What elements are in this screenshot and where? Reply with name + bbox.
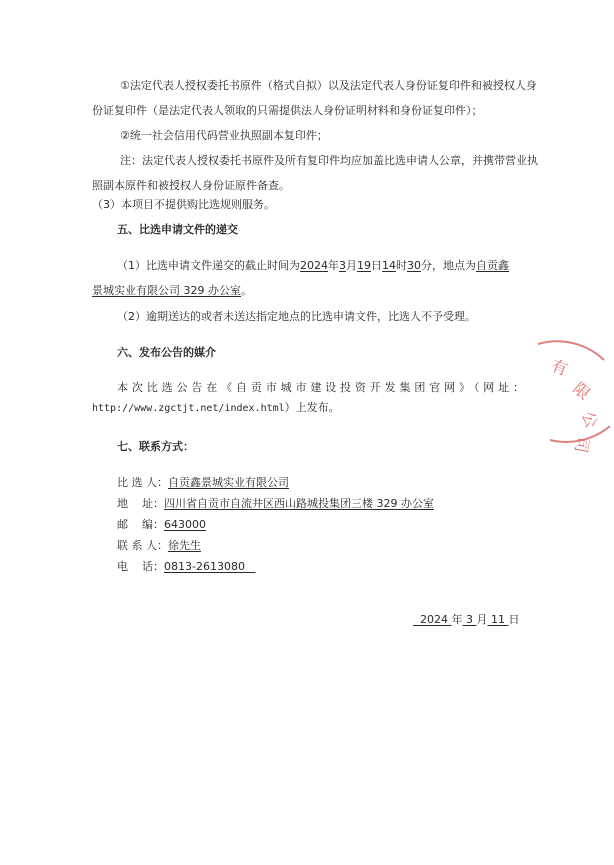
date-nian: 年 xyxy=(451,613,463,626)
company-seal xyxy=(520,330,614,460)
address-label: 地 址： xyxy=(117,497,164,510)
section-6-heading: 六、发布公告的媒介 xyxy=(117,346,216,359)
item-2: ②统一社会信用代码营业执照副本复印件； xyxy=(120,129,328,142)
deadline-day: 19 xyxy=(357,259,371,272)
phone-value: 0813-2613080 xyxy=(164,560,245,573)
address-value: 四川省自贡市自流井区西山路城投集团三楼 329 办公室 xyxy=(164,497,434,510)
contact-phone-row xyxy=(117,560,255,574)
seal-char-1: 有 xyxy=(548,355,571,380)
date-yue: 月 xyxy=(476,613,488,626)
item-1-line1: ①法定代表人授权委托书原件（格式自拟）以及法定代表人身份证复印件和被授权人身 xyxy=(120,79,537,92)
deadline-end: 。 xyxy=(241,284,252,297)
deadline-fen: 分，地点为 xyxy=(421,259,476,272)
deadline-minute: 30 xyxy=(407,259,421,272)
section-5-item-1 xyxy=(117,259,509,273)
deadline-month: 3 xyxy=(339,259,346,272)
company-value: 自贡鑫景城实业有限公司 xyxy=(168,476,289,489)
phone-label: 电 话： xyxy=(117,560,164,573)
website-url: http://www.zgctjt.net/index.html xyxy=(92,403,285,414)
date-ri: 日 xyxy=(508,613,520,626)
date-day: 11 xyxy=(491,613,505,626)
postcode-label: 邮 编： xyxy=(117,518,164,531)
deadline-place: 自贡鑫 xyxy=(476,259,509,272)
contact-company-row xyxy=(117,476,289,490)
contact-postcode-row xyxy=(117,518,206,532)
person-label: 联 系 人： xyxy=(117,539,168,552)
postcode-value: 643000 xyxy=(164,518,206,531)
person-value: 徐先生 xyxy=(168,539,201,552)
deadline-yue: 月 xyxy=(346,259,357,272)
section-7-heading: 七、联系方式： xyxy=(117,440,194,453)
date-month: 3 xyxy=(466,613,473,626)
section-5-item-1-line2 xyxy=(92,284,252,298)
deadline-shi: 时 xyxy=(396,259,407,272)
company-label: 比 选 人： xyxy=(117,476,168,489)
deadline-year: 2024 xyxy=(300,259,328,272)
deadline-place-cont: 景城实业有限公司 329 办公室 xyxy=(92,284,241,297)
section-6-line2 xyxy=(92,401,340,416)
seal-char-3: 公 xyxy=(578,408,602,431)
item-1-line2: 份证复印件（是法定代表人领取的只需提供法人身份证明材料和身份证复印件）； xyxy=(92,104,483,117)
date-year: 2024 xyxy=(420,613,448,626)
seal-char-2: 限 xyxy=(569,378,594,404)
website-tail: ）上发布。 xyxy=(284,401,340,414)
document-date xyxy=(413,613,520,627)
note-line1: 注：法定代表人授权委托书原件及所有复印件均应加盖比选申请人公章，并携带营业执 xyxy=(120,154,538,167)
phone-underline-space xyxy=(245,560,256,573)
deadline-nian: 年 xyxy=(328,259,339,272)
section-5-heading: 五、比选申请文件的递交 xyxy=(117,223,238,236)
deadline-ri: 日 xyxy=(371,259,382,272)
note-line2: 照副本原件和被授权人身份证原件备查。 xyxy=(92,179,290,192)
deadline-prefix: （1）比选申请文件递交的截止时间为 xyxy=(117,259,300,272)
contact-address-row xyxy=(117,497,434,511)
section-5-item-2: （2）逾期送达的或者未送达指定地点的比选申请文件，比选人不予受理。 xyxy=(117,310,476,323)
deadline-hour: 14 xyxy=(382,259,396,272)
contact-person-row xyxy=(117,539,201,553)
item-3: （3）本项目不提供购比选规则服务。 xyxy=(92,198,275,211)
section-6-line1: 本次比选公告在《自贡市城市建设投资开发集团官网》（网址： xyxy=(117,381,524,394)
seal-char-4: 司 xyxy=(571,435,593,455)
